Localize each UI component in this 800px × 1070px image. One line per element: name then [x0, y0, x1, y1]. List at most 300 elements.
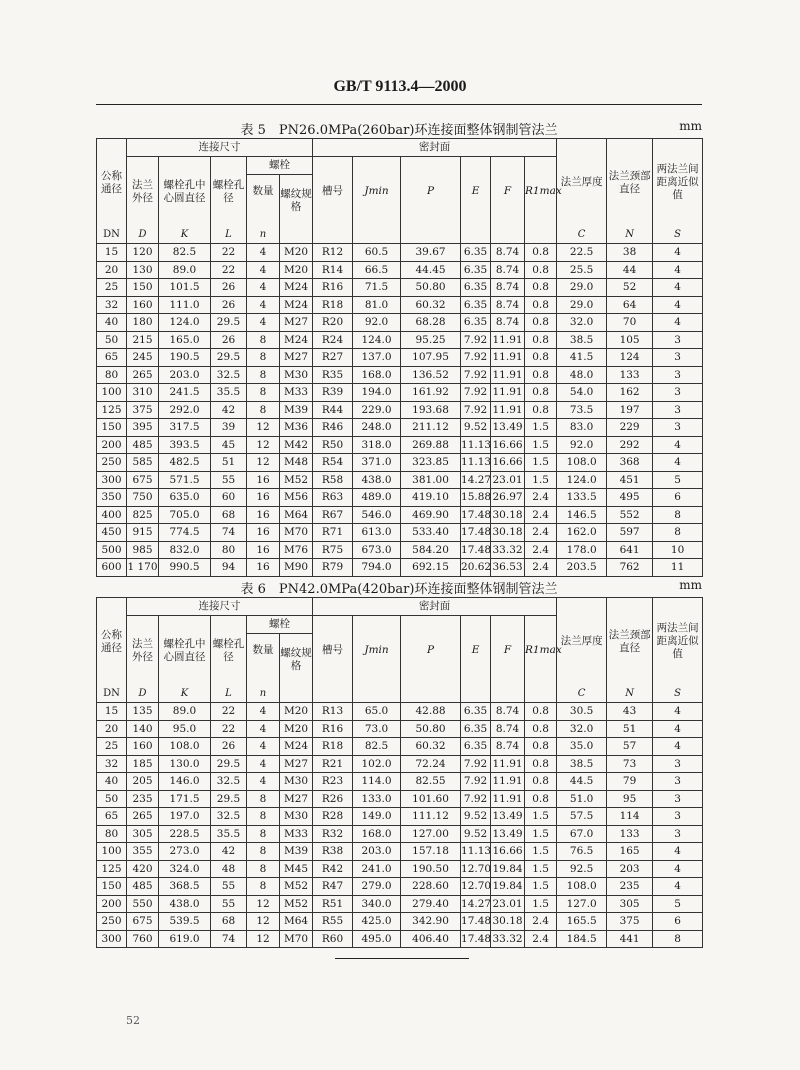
table-cell: 35.5: [211, 825, 247, 843]
table-cell: 20: [97, 720, 127, 738]
hdr-connection: 连接尺寸: [127, 598, 313, 616]
table-cell: 419.10: [401, 489, 461, 507]
table-cell: 229.0: [353, 401, 401, 419]
table-cell: M20: [280, 720, 313, 738]
table-row: [97, 279, 703, 297]
table-row: [97, 419, 703, 437]
hdr-groove: 槽号: [313, 157, 353, 227]
table-cell: 30.5: [557, 703, 607, 721]
table-cell: M30: [280, 366, 313, 384]
table-cell: 120: [127, 244, 159, 262]
table-cell: 4: [653, 244, 703, 262]
table-cell: 4: [247, 314, 280, 332]
table-cell: 197: [607, 401, 653, 419]
table-cell: 1.5: [525, 471, 557, 489]
hdr-approx-gap: 两法兰间距离近似值: [653, 139, 703, 227]
table-cell: 89.0: [159, 261, 211, 279]
table-cell: 26.97: [491, 489, 525, 507]
hdr-neck-dia: 法兰颈部直径: [607, 139, 653, 227]
table-cell: 9.52: [461, 419, 491, 437]
table-row: [97, 436, 703, 454]
table-cell: 292: [607, 436, 653, 454]
table-cell: 350: [97, 489, 127, 507]
table-cell: M24: [280, 279, 313, 297]
sym-nn: N: [607, 686, 653, 703]
table-cell: R54: [313, 454, 353, 472]
sym-k: K: [159, 686, 211, 703]
table-cell: 4: [653, 296, 703, 314]
table-cell: 26: [211, 296, 247, 314]
table-cell: 12: [247, 895, 280, 913]
table-row: [97, 384, 703, 402]
table-cell: 25.5: [557, 261, 607, 279]
table-cell: 165.5: [557, 913, 607, 931]
table-cell: 44.45: [401, 261, 461, 279]
table-cell: 774.5: [159, 524, 211, 542]
table-cell: 203.0: [353, 843, 401, 861]
table-cell: 552: [607, 506, 653, 524]
table-cell: 3: [653, 366, 703, 384]
table-cell: R47: [313, 878, 353, 896]
table-cell: 26: [211, 738, 247, 756]
table-cell: 52: [607, 279, 653, 297]
table-row: [97, 878, 703, 896]
table-cell: 438.0: [159, 895, 211, 913]
table-cell: 74: [211, 524, 247, 542]
table-cell: 133.5: [557, 489, 607, 507]
table-cell: 2.4: [525, 541, 557, 559]
table-cell: 3: [653, 384, 703, 402]
table-cell: 4: [653, 878, 703, 896]
table-cell: 35.5: [211, 384, 247, 402]
table-cell: 9.52: [461, 808, 491, 826]
table-cell: 4: [653, 279, 703, 297]
table-cell: 16: [247, 541, 280, 559]
table-cell: R39: [313, 384, 353, 402]
table-cell: 4: [653, 860, 703, 878]
table-cell: 124.0: [159, 314, 211, 332]
table-cell: 0.8: [525, 279, 557, 297]
table-cell: 125: [97, 860, 127, 878]
table-cell: 50.80: [401, 279, 461, 297]
table-cell: 8.74: [491, 296, 525, 314]
table-row: [97, 314, 703, 332]
table-cell: 8: [247, 401, 280, 419]
hdr-p: P: [401, 616, 461, 686]
table-cell: M56: [280, 489, 313, 507]
table-cell: 8: [247, 366, 280, 384]
table-cell: 39: [211, 419, 247, 437]
table-cell: 324.0: [159, 860, 211, 878]
table-cell: 8.74: [491, 314, 525, 332]
table-cell: 16: [247, 471, 280, 489]
table-cell: 6: [653, 489, 703, 507]
table-cell: 371.0: [353, 454, 401, 472]
table-cell: 317.5: [159, 419, 211, 437]
table-cell: 95: [607, 790, 653, 808]
table-cell: M70: [280, 524, 313, 542]
table-cell: 48: [211, 860, 247, 878]
hdr-jmin: Jmin: [353, 616, 401, 686]
table-cell: 11.91: [491, 349, 525, 367]
table-cell: 114.0: [353, 773, 401, 791]
table-row: [97, 790, 703, 808]
table-cell: 150: [127, 279, 159, 297]
table-cell: M30: [280, 773, 313, 791]
table-cell: R60: [313, 930, 353, 948]
sym-p-blank: [401, 227, 461, 244]
table-cell: 273.0: [159, 843, 211, 861]
table-cell: R23: [313, 773, 353, 791]
table-cell: 4: [247, 244, 280, 262]
table-cell: 54.0: [557, 384, 607, 402]
table-cell: 0.8: [525, 773, 557, 791]
table-row: [97, 930, 703, 948]
table-cell: 300: [97, 471, 127, 489]
table-cell: 310: [127, 384, 159, 402]
table-cell: 15.88: [461, 489, 491, 507]
table-cell: 35.0: [557, 738, 607, 756]
table-cell: 8: [247, 349, 280, 367]
table-cell: 32: [97, 755, 127, 773]
table-cell: 15: [97, 703, 127, 721]
table-cell: 750: [127, 489, 159, 507]
table-row: [97, 489, 703, 507]
table-cell: 125: [97, 401, 127, 419]
hdr-jmin: Jmin: [353, 157, 401, 227]
table-cell: 14.27: [461, 895, 491, 913]
table-cell: 762: [607, 559, 653, 577]
table-cell: 0.8: [525, 401, 557, 419]
table-cell: 8.74: [491, 720, 525, 738]
table-cell: 165: [607, 843, 653, 861]
table-cell: R27: [313, 349, 353, 367]
header-rule: [96, 104, 702, 105]
table-cell: 305: [127, 825, 159, 843]
table-cell: 2.4: [525, 506, 557, 524]
sym-rmax-blank: [525, 227, 557, 244]
table-cell: 4: [247, 296, 280, 314]
table-cell: 2.4: [525, 524, 557, 542]
table-cell: 635.0: [159, 489, 211, 507]
table-cell: 22: [211, 261, 247, 279]
table-cell: 340.0: [353, 895, 401, 913]
table-cell: 3: [653, 808, 703, 826]
table-cell: 9.52: [461, 825, 491, 843]
table-row: [97, 244, 703, 262]
table-cell: 5: [653, 895, 703, 913]
table-cell: 79: [607, 773, 653, 791]
table-cell: M33: [280, 825, 313, 843]
table-cell: 3: [653, 401, 703, 419]
sym-n: n: [247, 686, 280, 703]
table-cell: 136.52: [401, 366, 461, 384]
table-cell: 190.5: [159, 349, 211, 367]
sym-d: D: [127, 686, 159, 703]
table-cell: 6.35: [461, 279, 491, 297]
table-cell: R13: [313, 703, 353, 721]
table-cell: 65: [97, 808, 127, 826]
table-cell: 111.12: [401, 808, 461, 826]
table-cell: 38.5: [557, 755, 607, 773]
table-cell: 65: [97, 349, 127, 367]
table-cell: 6.35: [461, 703, 491, 721]
table-cell: 22: [211, 244, 247, 262]
table-cell: 203: [607, 860, 653, 878]
table-cell: 44.5: [557, 773, 607, 791]
table-cell: 111.0: [159, 296, 211, 314]
table-cell: M27: [280, 314, 313, 332]
hdr-rmax: R1max: [525, 157, 557, 227]
table6-caption: [96, 578, 702, 596]
table-cell: 292.0: [159, 401, 211, 419]
table-cell: 42: [211, 401, 247, 419]
table-cell: 11.13: [461, 843, 491, 861]
table-cell: 215: [127, 331, 159, 349]
table-cell: 489.0: [353, 489, 401, 507]
table-cell: 51: [211, 454, 247, 472]
table-cell: 80: [97, 825, 127, 843]
table-cell: R46: [313, 419, 353, 437]
table-cell: 38: [607, 244, 653, 262]
table-cell: 485: [127, 436, 159, 454]
table-cell: 3: [653, 349, 703, 367]
table-cell: 0.8: [525, 366, 557, 384]
table-cell: 203.5: [557, 559, 607, 577]
table-cell: 4: [653, 454, 703, 472]
table-cell: 915: [127, 524, 159, 542]
table-cell: 0.8: [525, 261, 557, 279]
table-cell: 130: [127, 261, 159, 279]
table-cell: 265: [127, 808, 159, 826]
table-row: [97, 843, 703, 861]
table-cell: 0.8: [525, 244, 557, 262]
table-cell: 29.5: [211, 790, 247, 808]
table-cell: 546.0: [353, 506, 401, 524]
table-cell: M24: [280, 331, 313, 349]
table-cell: 8: [247, 825, 280, 843]
sym-rmax-blank: [525, 686, 557, 703]
table-row: [97, 720, 703, 738]
table-cell: 64: [607, 296, 653, 314]
table-cell: 482.5: [159, 454, 211, 472]
table-row: [97, 471, 703, 489]
table-cell: 451: [607, 471, 653, 489]
table-cell: 100: [97, 843, 127, 861]
table-cell: M90: [280, 559, 313, 577]
table-cell: 8.74: [491, 244, 525, 262]
table-cell: 355: [127, 843, 159, 861]
table-cell: 375: [127, 401, 159, 419]
table-cell: 82.55: [401, 773, 461, 791]
table-cell: R26: [313, 790, 353, 808]
table-cell: R16: [313, 720, 353, 738]
table-cell: 1.5: [525, 808, 557, 826]
table-cell: 8: [247, 331, 280, 349]
table-cell: 8: [653, 506, 703, 524]
sym-n: n: [247, 227, 280, 244]
table-cell: M36: [280, 419, 313, 437]
table-cell: 16: [247, 489, 280, 507]
hdr-flange-od: 法兰外径: [127, 157, 159, 227]
table-cell: R38: [313, 843, 353, 861]
table-cell: 168.0: [353, 825, 401, 843]
table-cell: 194.0: [353, 384, 401, 402]
table-cell: 40: [97, 314, 127, 332]
table-cell: 11.91: [491, 401, 525, 419]
table-cell: 7.92: [461, 366, 491, 384]
table5: [96, 138, 703, 577]
table-cell: 22: [211, 720, 247, 738]
table-cell: 50: [97, 790, 127, 808]
table-cell: 1.5: [525, 436, 557, 454]
table-cell: 0.8: [525, 314, 557, 332]
table-cell: 42: [211, 843, 247, 861]
hdr-thickness: 法兰厚度: [557, 139, 607, 227]
table-cell: 45: [211, 436, 247, 454]
table-cell: R18: [313, 296, 353, 314]
table-cell: 68: [211, 506, 247, 524]
table-cell: 16.66: [491, 436, 525, 454]
table-cell: 8.74: [491, 261, 525, 279]
table-cell: R71: [313, 524, 353, 542]
table-cell: 825: [127, 506, 159, 524]
table-cell: 0.8: [525, 790, 557, 808]
table-cell: 6.35: [461, 738, 491, 756]
table-cell: R14: [313, 261, 353, 279]
table-cell: 124: [607, 349, 653, 367]
table-row: [97, 755, 703, 773]
table-cell: 29.5: [211, 349, 247, 367]
table-cell: 7.92: [461, 331, 491, 349]
table-cell: 162: [607, 384, 653, 402]
table-cell: 95.0: [159, 720, 211, 738]
table-cell: 3: [653, 331, 703, 349]
table-cell: 33.32: [491, 930, 525, 948]
table-cell: 200: [97, 895, 127, 913]
table-cell: 438.0: [353, 471, 401, 489]
hdr-f: F: [491, 157, 525, 227]
standard-code: GB/T 9113.4—2000: [333, 78, 467, 95]
table-cell: M48: [280, 454, 313, 472]
table-row: [97, 825, 703, 843]
table-cell: 55: [211, 878, 247, 896]
table-cell: 73.5: [557, 401, 607, 419]
table-cell: 102.0: [353, 755, 401, 773]
table-cell: 30.18: [491, 913, 525, 931]
table-cell: M52: [280, 878, 313, 896]
table5-caption: [96, 119, 702, 137]
table-cell: 4: [247, 755, 280, 773]
sym-f-blank: [491, 227, 525, 244]
table-cell: 500: [97, 541, 127, 559]
table-cell: 17.48: [461, 506, 491, 524]
table-cell: 32.5: [211, 808, 247, 826]
table-cell: 16.66: [491, 843, 525, 861]
table-cell: 11.13: [461, 436, 491, 454]
table-cell: 108.0: [557, 878, 607, 896]
table-cell: 26: [211, 331, 247, 349]
table-cell: M39: [280, 401, 313, 419]
table-cell: 0.8: [525, 384, 557, 402]
table-cell: 185: [127, 755, 159, 773]
sym-groove-blank: [313, 227, 353, 244]
table-cell: 10: [653, 541, 703, 559]
table-cell: 100: [97, 384, 127, 402]
table-cell: 108.0: [159, 738, 211, 756]
table-cell: 0.8: [525, 720, 557, 738]
hdr-thread: 螺纹规格: [280, 175, 313, 227]
table-cell: R21: [313, 755, 353, 773]
table-cell: 16: [247, 506, 280, 524]
table-cell: R67: [313, 506, 353, 524]
table-cell: 342.90: [401, 913, 461, 931]
table-cell: 39.67: [401, 244, 461, 262]
table-cell: 13.49: [491, 808, 525, 826]
table-cell: 673.0: [353, 541, 401, 559]
hdr-quantity: 数量: [247, 634, 280, 668]
hdr-bolt-circle: 螺栓孔中心圆直径: [159, 616, 211, 686]
table-cell: 425.0: [353, 913, 401, 931]
table-cell: 92.0: [557, 436, 607, 454]
table-row: [97, 454, 703, 472]
sym-e-blank: [461, 686, 491, 703]
table-cell: 29.5: [211, 314, 247, 332]
footer-rule: [335, 958, 469, 959]
sym-nn: N: [607, 227, 653, 244]
table-cell: 279.40: [401, 895, 461, 913]
table-row: [97, 773, 703, 791]
table-cell: 95.25: [401, 331, 461, 349]
table-cell: R75: [313, 541, 353, 559]
table-cell: 17.48: [461, 930, 491, 948]
table-cell: 74: [211, 930, 247, 948]
table-cell: 60.32: [401, 296, 461, 314]
table-cell: 1.5: [525, 454, 557, 472]
table-cell: R12: [313, 244, 353, 262]
table-cell: R32: [313, 825, 353, 843]
table-cell: 794.0: [353, 559, 401, 577]
table-cell: R51: [313, 895, 353, 913]
table-cell: 127.00: [401, 825, 461, 843]
table-row: [97, 895, 703, 913]
table-cell: 985: [127, 541, 159, 559]
table-cell: 4: [653, 720, 703, 738]
table-cell: 6.35: [461, 244, 491, 262]
sym-d: D: [127, 227, 159, 244]
table-cell: 160: [127, 296, 159, 314]
table-cell: 22.5: [557, 244, 607, 262]
table-cell: 178.0: [557, 541, 607, 559]
table-cell: 40: [97, 773, 127, 791]
table-row: [97, 913, 703, 931]
table-row: [97, 524, 703, 542]
table-cell: 4: [247, 279, 280, 297]
table-row: [97, 401, 703, 419]
table-cell: 127.0: [557, 895, 607, 913]
table-row: [97, 349, 703, 367]
table-cell: R20: [313, 314, 353, 332]
table-cell: 11.91: [491, 755, 525, 773]
table-cell: 101.60: [401, 790, 461, 808]
table-cell: 17.48: [461, 524, 491, 542]
table-cell: 3: [653, 755, 703, 773]
table-cell: R24: [313, 331, 353, 349]
table-cell: 203.0: [159, 366, 211, 384]
table-cell: 228.5: [159, 825, 211, 843]
table-cell: 1.5: [525, 825, 557, 843]
table-cell: R55: [313, 913, 353, 931]
